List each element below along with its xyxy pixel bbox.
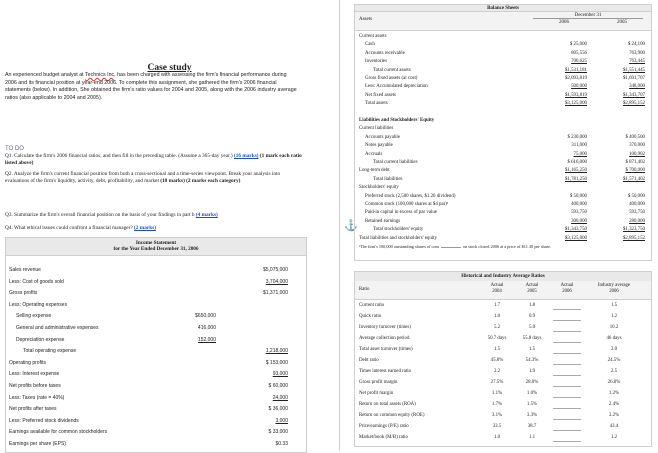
ratio-industry-value: 3.2% [608, 413, 620, 418]
industry-avg-header-line2: 2006 [609, 289, 619, 294]
ratio-label: Market/book (M/B) ratio [359, 435, 408, 440]
right-page [339, 0, 658, 451]
intro-paragraph [5, 72, 297, 102]
ratio-row [355, 367, 651, 377]
question-4 [5, 225, 305, 232]
ratio-row [355, 345, 651, 355]
ratio-2006-input[interactable] [553, 413, 581, 420]
income-statement-row [6, 370, 306, 378]
bs-row-value-2005: $ 400,500 [625, 134, 645, 140]
is-row-value: $ 60,000 [268, 383, 288, 389]
ratio-label: Debt ratio [359, 358, 379, 363]
ratio-2004-value: 33.5 [492, 424, 502, 429]
ratio-label: Average collection period [359, 336, 410, 341]
bs-row-value-2006: $1,343,750 [564, 227, 587, 233]
bs-row-value-2006: $ 616,000 [567, 160, 587, 165]
ratio-industry-value: 26.0% [607, 380, 621, 385]
ratios-column-header [355, 281, 651, 300]
bs-row-label: Preferred stock (2,500 shares, $1.20 dividend) [365, 193, 456, 199]
income-statement-row [6, 278, 306, 286]
bs-row-value-2005: 763,900 [629, 50, 645, 56]
ratio-2005-value: 1.9 [528, 369, 536, 374]
ratio-industry-value: 1.2 [610, 435, 618, 440]
question-1-marks-link[interactable]: (16 marks) [233, 153, 259, 159]
is-row-value: $ 153,000 [265, 359, 288, 366]
actual-2005-header-line2: 2005 [527, 289, 537, 294]
ratio-industry-value: 1.2% [608, 391, 620, 396]
year-2005-header: 2005 [617, 20, 627, 25]
bs-row-value-2005: $ 50,000 [627, 193, 645, 199]
bs-row-value-2006: 400,000 [571, 202, 587, 207]
question-3-text: Q3. Summarize the firm's overall financial position on the basis of your findings in part b [5, 212, 196, 218]
bs-row-value-2006: $1,165,250 [564, 168, 587, 174]
ratio-2006-input[interactable] [553, 314, 581, 321]
income-statement-row [6, 324, 306, 332]
footnote-text-a: ᵃThe firm's 100,000 outstanding shares of com [359, 244, 439, 249]
ratio-industry-value: 10.2 [609, 325, 619, 330]
ratio-label: Price/earnings (P/E) ratio [359, 424, 409, 429]
bs-row-value-2005: 370,000 [629, 143, 645, 149]
is-row-value: $0.33 [275, 441, 288, 447]
bs-row-label: Less: Accumulated depreciation [365, 84, 428, 90]
bs-row-value-2005: 763,445 [629, 59, 645, 65]
ratio-2004-value: 5.2 [493, 325, 501, 330]
income-statement-row [6, 394, 306, 402]
bs-row-label: Total stockholders' equity [373, 227, 424, 233]
bs-row-value-2005: 400,000 [629, 202, 645, 207]
income-statement-row [6, 417, 306, 425]
is-row-label: Operating profits [9, 359, 46, 366]
ratio-2004-value: 1.7% [491, 402, 503, 407]
bs-row-value-2006: $ 50,000 [569, 193, 587, 199]
question-3 [5, 212, 305, 219]
is-row-label: Less: Cost of goods sold [9, 278, 64, 285]
ratio-2006-input[interactable] [553, 325, 581, 332]
is-row-value: 3,704,000 [265, 278, 288, 285]
ratio-industry-value: 2.0 [610, 347, 618, 352]
balance-sheet-table [354, 12, 652, 261]
ratio-2005-value: 1.5 [528, 347, 536, 352]
bs-row-value-2005: $1,323,750 [622, 227, 645, 233]
bs-row-label: Current assets [359, 34, 387, 39]
balance-sheet-footnote [359, 244, 649, 249]
ratio-2006-input[interactable] [553, 336, 581, 343]
ratio-industry-value: 1.5 [610, 303, 618, 308]
bs-row-value-2006: $3,125,000 [564, 235, 587, 241]
ratio-row [355, 312, 651, 322]
ratio-row [355, 301, 651, 311]
is-row-label: Gross profits [9, 290, 38, 297]
is-row-label: Depreciation expense [16, 336, 65, 343]
income-statement-row [6, 266, 306, 274]
ratio-row [355, 411, 651, 421]
ratio-2006-input[interactable] [553, 347, 581, 354]
bs-row-value-2005: $2,895,152 [622, 101, 645, 107]
ratio-label: Quick ratio [359, 314, 382, 319]
ratio-2006-input[interactable] [553, 380, 581, 387]
ratio-row [355, 422, 651, 432]
income-statement-table [5, 237, 307, 453]
assets-col-label: Assets [359, 17, 373, 22]
is-row-label: Sales revenue [9, 267, 41, 273]
bs-row-value-2005: $ 700,000 [625, 168, 645, 174]
question-3-marks-link[interactable]: (4 marks) [195, 212, 218, 218]
ratio-industry-value: 1.2 [610, 314, 618, 319]
ratio-2004-value: 2.2 [493, 369, 501, 374]
is-row-value: 3,000 [275, 417, 288, 424]
ratio-2004-value: 1.7 [493, 303, 501, 308]
bs-row-value-2006: 805,556 [571, 50, 587, 56]
actual-2005-header-line1: Actual [525, 283, 539, 288]
industry-avg-header-line1: Industry average [597, 283, 631, 288]
ratio-2005-value: 1.5% [526, 402, 538, 407]
ratio-label: Net profit margin [359, 391, 394, 396]
income-statement-row [6, 336, 306, 344]
bs-row-label: Paid-in capital in excess of par value [365, 210, 437, 216]
is-row-label: Less: Interest expense [9, 371, 60, 378]
bs-row-value-2006: 300,000 [571, 218, 587, 224]
is-row-label: Earnings available for common stockholders [9, 429, 108, 436]
ratios-table [354, 271, 652, 447]
bs-row-label: Stockholders' equity [359, 185, 399, 191]
ratio-2005-value: 5.0 [528, 325, 536, 330]
is-row-value: 93,000 [272, 371, 288, 378]
ratio-2005-value: 3.3% [526, 413, 538, 418]
is-row-subvalue: 152,000 [197, 336, 216, 343]
is-row-label: Total operating expense [23, 348, 77, 355]
actual-2006-header [553, 283, 581, 295]
actual-2006-header-line1: Actual [560, 283, 574, 288]
ratio-2005-value: 54.3% [525, 358, 539, 363]
ratio-2005-value: 1.8 [528, 303, 536, 308]
ratios-table-title: Historical and Industry Average Ratios [355, 272, 651, 282]
ratio-2005-value: 0.9 [528, 314, 536, 319]
balance-sheet-column-header [355, 12, 651, 31]
ratio-2005-value: 1.1 [528, 435, 536, 440]
ratio-row [355, 378, 651, 388]
actual-2004-header [483, 283, 511, 295]
income-statement-row [6, 428, 306, 436]
is-row-label: Less: Preferred stock dividends [9, 417, 79, 424]
income-statement-row [6, 440, 306, 448]
question-1-text: Q1. Calculate the firm's 2006 financial ratios, and then fill in the preceding table. (Assume a 365-day year.) [5, 153, 234, 159]
bs-row-value-2006: 593,750 [571, 210, 587, 216]
ratio-label: Return on total assets (ROA) [359, 402, 416, 407]
ratio-label: Total asset turnover (times) [359, 347, 413, 352]
anchor-icon[interactable]: ⚓ [344, 220, 358, 232]
bs-row-label: Total current liabilities [373, 160, 418, 165]
industry-avg-header [589, 283, 639, 295]
bs-row-label: Current liabilities [359, 126, 394, 132]
ratio-2005-value: 38.7 [527, 424, 537, 429]
balance-sheet-row [355, 234, 651, 243]
ratio-2006-input[interactable] [553, 358, 581, 365]
bs-row-label: Accruals [365, 151, 383, 157]
bs-row-value-2005: $1,343,707 [622, 92, 645, 98]
ratio-2006-input[interactable] [553, 369, 581, 376]
ratio-label: Gross profit margin [359, 380, 398, 385]
company-name: Technics Inc [85, 72, 115, 78]
is-row-subvalue: $650,000 [195, 313, 216, 320]
bs-row-value-2006: $1,593,819 [564, 92, 587, 98]
footnote-text-b: on stock closed 2006 at a price of $11.38 per share. [462, 244, 552, 249]
income-statement-row [6, 301, 306, 309]
bs-row-label: Total liabilities [373, 176, 403, 182]
is-row-value: 1,218,000 [265, 348, 288, 355]
question-4-text: Q4. What ethical issues could confront a financial manager? [5, 225, 135, 231]
bs-row-label: Total current assets [373, 67, 411, 73]
income-statement-row [6, 359, 306, 367]
ratio-2004-value: 1.0 [493, 435, 501, 440]
income-statement-row [6, 347, 306, 355]
bs-row-value-2005: 348,000 [629, 84, 645, 90]
ratio-row [355, 356, 651, 366]
question-2 [5, 171, 305, 185]
bs-row-value-2006: 311,000 [571, 143, 587, 149]
bs-row-label: Accounts receivable [365, 50, 405, 56]
income-statement-row [6, 289, 306, 297]
income-statement-header [6, 238, 306, 256]
redaction-mark [441, 246, 461, 248]
question-4-marks-link[interactable]: (2 marks) [134, 225, 156, 231]
actual-2006-header-line2: 2006 [562, 289, 572, 294]
bs-row-label: Common stock (100,000 shares at $4 par)ᵃ [365, 202, 449, 207]
bs-row-value-2006: $1,781,250 [564, 176, 587, 182]
bs-row-value-2005: $ 871,402 [625, 160, 645, 165]
date-header: December 31 [533, 13, 643, 19]
ratio-2004-value: 3.1% [491, 413, 503, 418]
ratio-2004-value: 1.1% [491, 391, 503, 396]
bs-row-label: Long-term debt [359, 168, 390, 174]
ratio-2005-value: 55.8 days [522, 336, 542, 341]
ratio-2004-value: 1.0 [493, 314, 501, 319]
question-2-text: Q2. Analyze the firm's current financial position from both a cross-sectional and a time-series viewpoint. Break your analysis into evaluations of the firm's liquidity, activity, debt, profitability, and market [5, 171, 281, 185]
case-study-title: Case study [147, 63, 192, 73]
ratio-industry-value: 43.4 [609, 424, 619, 429]
ratio-2006-input[interactable] [553, 435, 581, 442]
is-row-value: 24,000 [272, 394, 288, 401]
ratio-label: Times interest earned ratio [359, 369, 412, 374]
income-statement-row [6, 405, 306, 413]
bs-row-label: Notes payable [365, 143, 393, 149]
ratio-row [355, 323, 651, 333]
ratio-row [355, 334, 651, 344]
intro-text-1: An experienced budget analyst at [5, 72, 86, 78]
question-1-marks: (1 mark each ratio listed above) [5, 153, 302, 167]
bs-row-value-2005: $1,571,402 [622, 176, 645, 182]
ratio-industry-value: 2.5 [610, 369, 618, 374]
is-row-subvalue: 416,000 [197, 325, 216, 331]
bs-row-value-2006: 75,000 [573, 151, 587, 157]
bs-row-value-2005: 593,750 [629, 210, 645, 216]
ratio-industry-value: 24.5% [607, 358, 621, 363]
bs-row-value-2006: $2,093,819 [564, 76, 587, 81]
ratio-2006-input[interactable] [553, 424, 581, 431]
bs-row-label: Total liabilities and stockholders' equity [359, 235, 437, 241]
question-1 [5, 153, 305, 167]
ratio-row [355, 389, 651, 399]
ratio-2005-value: 28.0% [525, 380, 539, 385]
bs-row-value-2006: $ 25,000 [569, 42, 587, 48]
question-2-marks: (10 marks) (2 marks each category) [160, 178, 241, 185]
is-row-label: Net profits after taxes [9, 406, 57, 413]
ratio-label: Return on common equity (ROE) [359, 413, 425, 418]
bs-row-value-2006: $ 230,000 [567, 134, 587, 140]
is-row-label: Less: Operating expenses [9, 301, 68, 308]
bs-row-value-2005: $1,691,707 [622, 76, 645, 81]
is-row-value: $1,371,000 [262, 290, 288, 297]
bs-row-value-2006: $1,531,181 [564, 67, 587, 73]
ratio-2005-value: 1.0% [526, 391, 538, 396]
bs-row-label: Cash [365, 42, 375, 48]
income-statement-subtitle: for the Year Ended December 31, 2006 [113, 246, 199, 253]
ratio-label: Current ratio [359, 303, 385, 308]
ratio-2004-value: 50.7 days [487, 336, 507, 341]
is-row-label: General and administrative expenses [16, 325, 99, 331]
actual-2005-header [517, 283, 547, 295]
bs-row-value-2006: $3,125,000 [564, 101, 587, 107]
intro-text-2: , has been charged with assessing the firm's financial performance during 2006 and its financial position at year-end 2006. To complete this assignment, she gathered the firm's 2006 financial statements (below). In addition, She obtained the firm's ratio values for 2004 and 2005, along with the 2006 industry average ratios (also applicable to 2004 and 2005). [5, 72, 297, 101]
bs-row-value-2006: 700,625 [571, 59, 587, 65]
ratio-2006-input[interactable] [553, 391, 581, 398]
is-row-value: $5,075,000 [262, 267, 288, 273]
ratio-2006-input[interactable] [553, 303, 581, 310]
is-row-label: Net profits before taxes [9, 383, 61, 389]
is-row-label: Earnings per share (EPS) [9, 441, 66, 447]
todo-heading: TO DO [5, 146, 24, 152]
income-statement-row [6, 312, 306, 320]
bs-row-label: Retained earnings [365, 218, 401, 224]
bs-row-label: Inventories [365, 59, 388, 65]
ratio-industry-value: 2.4% [608, 402, 620, 407]
is-row-label: Selling expense [16, 313, 52, 320]
actual-2004-header-line1: Actual [490, 283, 504, 288]
year-2006-header: 2006 [559, 20, 569, 25]
ratio-2004-value: 1.5 [493, 347, 501, 352]
ratio-label: Inventory turnover (times) [359, 325, 411, 330]
bs-row-value-2006: 500,000 [571, 84, 587, 90]
income-statement-title: Income Statement [135, 240, 177, 246]
bs-row-label: Net fixed assets [365, 92, 396, 98]
ratio-2004-value: 27.5% [490, 380, 504, 385]
ratio-industry-value: 46 days [606, 336, 622, 341]
bs-row-label: Total assets [365, 101, 388, 107]
ratio-row [355, 433, 651, 443]
bs-row-value-2005: $1,551,445 [622, 67, 645, 73]
actual-2004-header-line2: 2004 [492, 289, 502, 294]
ratio-row [355, 400, 651, 410]
is-row-label: Less: Taxes (rate = 40%) [9, 394, 65, 401]
ratio-2006-input[interactable] [553, 402, 581, 409]
bs-row-value-2005: 280,000 [629, 218, 645, 224]
bs-row-value-2005: $ 24,100 [627, 42, 645, 48]
bs-row-label: Liabilities and Stockholders' Equity [359, 118, 435, 123]
bs-row-value-2005: $2,895,152 [622, 235, 645, 241]
bs-row-label: Accounts payable [365, 134, 400, 140]
ratio-2004-value: 45.8% [490, 358, 504, 363]
bs-row-label: Gross fixed assets (at cost) [365, 76, 418, 81]
is-row-value: $ 33,000 [268, 429, 288, 436]
bs-row-value-2005: 100,902 [629, 151, 645, 157]
ratio-col-header: Ratio [359, 287, 370, 292]
income-statement-row [6, 382, 306, 390]
balance-sheet-title: Balance Sheets [354, 4, 652, 12]
is-row-value: $ 36,000 [268, 406, 288, 413]
